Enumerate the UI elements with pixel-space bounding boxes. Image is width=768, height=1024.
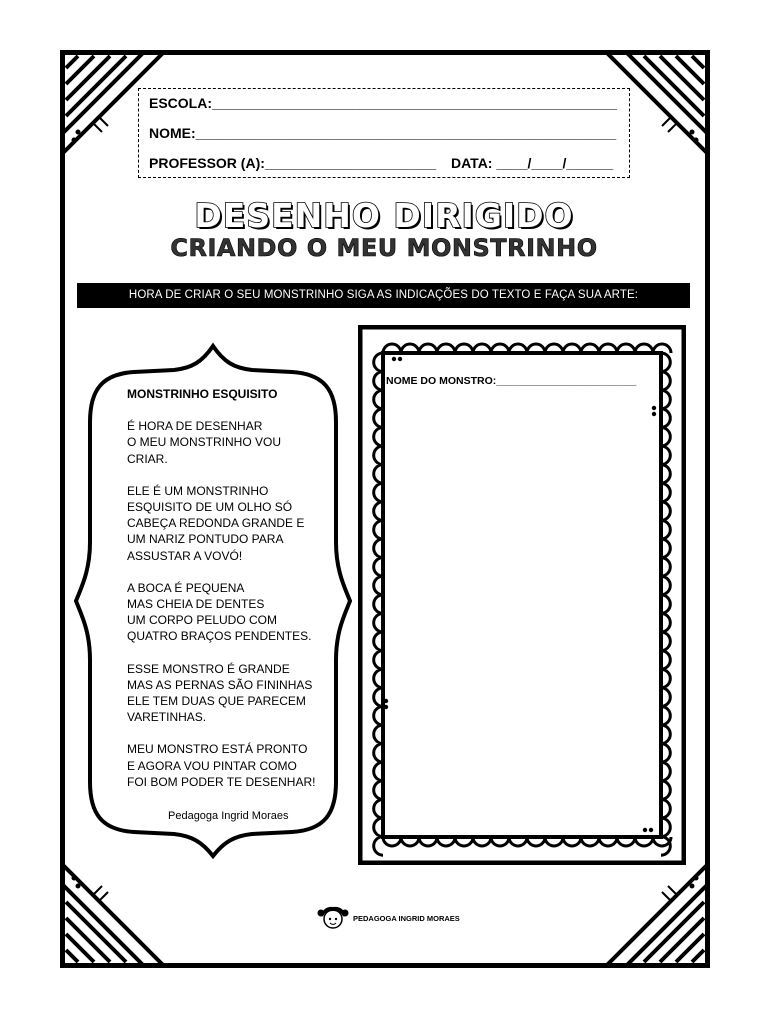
teacher-field[interactable] [149,155,436,171]
date-label: DATA: [451,155,493,171]
poem-line: É HORA DE DESENHAR [127,419,263,434]
poem-line: FOI BOM PODER TE DESENHAR! [127,774,316,789]
girl-face-icon [316,905,350,931]
teacher-blank: ______________________ [264,155,437,171]
page-title: DESENHO DIRIGIDO [194,196,574,235]
name-field[interactable] [149,125,616,141]
poem-line: ASSUSTAR A VOVÓ! [127,548,243,563]
drawing-frame [358,325,686,865]
instruction-bar: HORA DE CRIAR O SEU MONSTRINHO SIGA AS INDICAÇÕES DO TEXTO E FAÇA SUA ARTE: [77,283,690,308]
school-blank: ____________________________________________________ [212,95,617,111]
poem-line: ESQUISITO DE UM OLHO SÓ [127,500,293,515]
poem-line: MAS CHEIA DE DENTES [127,597,265,612]
poem-line: QUATRO BRAÇOS PENDENTES. [127,629,312,644]
date-field[interactable] [451,155,613,171]
page-subtitle: CRIANDO O MEU MONSTRINHO [170,234,598,262]
school-label: ESCOLA: [149,95,212,111]
poem-line: E AGORA VOU PINTAR COMO [127,758,297,773]
poem-line: CRIAR. [127,451,168,466]
footer-brand: PEDAGOGA INGRID MORAES [353,913,460,923]
corner-decoration-bottom-right [604,862,708,966]
poem-line: UM CORPO PELUDO COM [127,613,278,628]
monster-name-field[interactable]: NOME DO MONSTRO:________________________ [386,375,637,387]
footer-logo [316,905,460,931]
date-blank: ____/____/______ [496,155,614,171]
school-field[interactable] [149,95,617,111]
teacher-label: PROFESSOR (A): [149,155,265,171]
poem-title: MONSTRINHO ESQUISITO [127,387,278,401]
name-label: NOME: [149,125,196,141]
poem-text [127,386,332,790]
poem-line: VARETINHAS. [127,710,207,725]
poem-line: MEU MONSTRO ESTÁ PRONTO [127,742,308,757]
poem-line: O MEU MONSTRINHO VOU [127,435,282,450]
corner-decoration-bottom-left [62,862,166,966]
poem-line: CABEÇA REDONDA GRANDE E [127,516,305,531]
poem-line: ESSE MONSTRO É GRANDE [127,661,290,676]
poem-line: UM NARIZ PONTUDO PARA [127,532,284,547]
poem-line: A BOCA É PEQUENA [127,580,245,595]
poem-line: MAS AS PERNAS SÃO FININHAS [127,677,313,692]
poem-credit: Pedagoga Ingrid Moraes [168,810,289,822]
header-form [138,88,630,178]
poem-line: ELE TEM DUAS QUE PARECEM [127,694,306,709]
name-blank: ______________________________________________________ [195,125,617,141]
poem-line: ELE É UM MONSTRINHO [127,483,269,498]
